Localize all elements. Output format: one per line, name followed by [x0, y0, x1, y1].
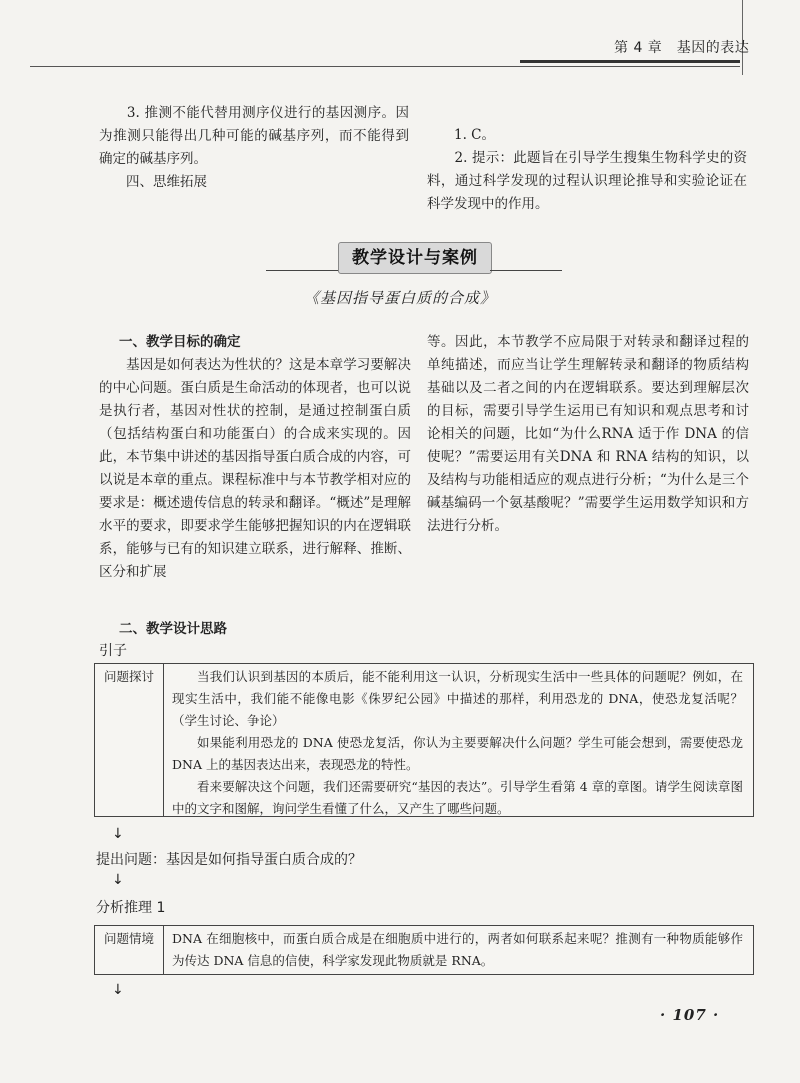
- flow-arrow-3: ↓: [112, 982, 124, 998]
- section-banner: 教学设计与案例: [338, 242, 492, 274]
- header-rule-thick: [520, 60, 740, 63]
- top-right-column: [427, 124, 747, 216]
- box1-paragraph-3: 看来要解决这个问题，我们还需要研究“基因的表达”。引导学生看第 4 章的章图。请学生阅读章图中的文字和图解，询问学生看懂了什么，又产生了哪些问题。: [172, 779, 743, 816]
- flow-arrow-2: ↓: [112, 872, 124, 888]
- problem-situation-box: [94, 925, 754, 975]
- running-head: 第 4 章 基因的表达: [614, 40, 750, 56]
- intro-label: 引子: [99, 643, 127, 659]
- answer-2: 2. 提示：此题旨在引导学生搜集生物科学史的资料，通过科学发现的过程认识理论推导和实验论证在科学发现中的作用。: [427, 150, 747, 212]
- driving-question: 提出问题：基因是如何指导蛋白质合成的？: [96, 852, 362, 868]
- section-four-heading: 四、思维拓展: [99, 174, 207, 190]
- reasoning-label: 分析推理 1: [96, 900, 166, 916]
- problem-exploration-box: [94, 663, 754, 817]
- banner-rule-right: [490, 270, 562, 271]
- header-rule-thin: [30, 66, 740, 67]
- part1-left-paragraph: 基因是如何表达为性状的？这是本章学习要解决的中心问题。蛋白质是生命活动的体现者，也可以说是执行者，基因对性状的控制，是通过控制蛋白质（包括结构蛋白和功能蛋白）的合成来实现的。因此，本节集中讲述的基因指导蛋白质合成的内容，可以说是本章的重点。课程标准中与本节教学相对应的要求是：概述遗传信息的转录和翻译。“概述”是理解水平的要求，即要求学生能够把握知识的内在逻辑联系，能够与已有的知识建立联系，进行解释、推断、区分和扩展: [99, 357, 411, 580]
- part1-right-paragraph: 等。因此，本节教学不应局限于对转录和翻译过程的单纯描述，而应当让学生理解转录和翻译的物质结构基础以及二者之间的内在逻辑联系。要达到理解层次的目标，需要引导学生运用已有知识和观点思考和讨论相关的问题，比如“为什么RNA 适于作 DNA 的信使呢？”需要运用有关DNA 和 RNA 结构的知识，以及结构与功能相适应的观点进行分析；“为什么是三个碱基编码一个氨基酸呢？”需要学生运用数学知识和方法进行分析。: [427, 334, 749, 534]
- box2-body: [164, 926, 753, 974]
- answer-1: 1. C。: [427, 127, 496, 143]
- box2-label: 问题情境: [95, 926, 164, 974]
- section-subtitle: 《基因指导蛋白质的合成》: [303, 289, 496, 307]
- flow-arrow-1: ↓: [112, 826, 124, 842]
- part2-heading: 二、教学设计思路: [119, 621, 227, 637]
- box1-paragraph-1: 当我们认识到基因的本质后，能不能利用这一认识，分析现实生活中一些具体的问题呢？例如，在现实生活中，我们能不能像电影《侏罗纪公园》中描述的那样，利用恐龙的 DNA，使恐龙复活呢？（学生讨论、争论）: [172, 669, 743, 728]
- banner-rule-left: [266, 270, 338, 271]
- part1-heading: 一、教学目标的确定: [119, 334, 241, 350]
- answer-3: 3. 推测不能代替用测序仪进行的基因测序。因为推测只能得出几种可能的碱基序列，而不能得到确定的碱基序列。: [99, 105, 409, 167]
- part1-right-column: [427, 331, 749, 538]
- box2-paragraph: DNA 在细胞核中，而蛋白质合成是在细胞质中进行的，两者如何联系起来呢？推测有一种物质能够作为传达 DNA 信息的信使，科学家发现此物质就是 RNA。: [172, 931, 743, 968]
- part1-left-column: [99, 331, 411, 584]
- part1-left-text: [99, 354, 411, 584]
- box1-paragraph-2: 如果能利用恐龙的 DNA 使恐龙复活，你认为主要要解决什么问题？学生可能会想到，需要使恐龙 DNA 上的基因表达出来，表现恐龙的特性。: [172, 735, 743, 772]
- box1-label: 问题探讨: [95, 664, 164, 816]
- box1-body: [164, 664, 753, 816]
- top-left-column: [99, 102, 409, 194]
- page-number: · 107 ·: [660, 1006, 720, 1024]
